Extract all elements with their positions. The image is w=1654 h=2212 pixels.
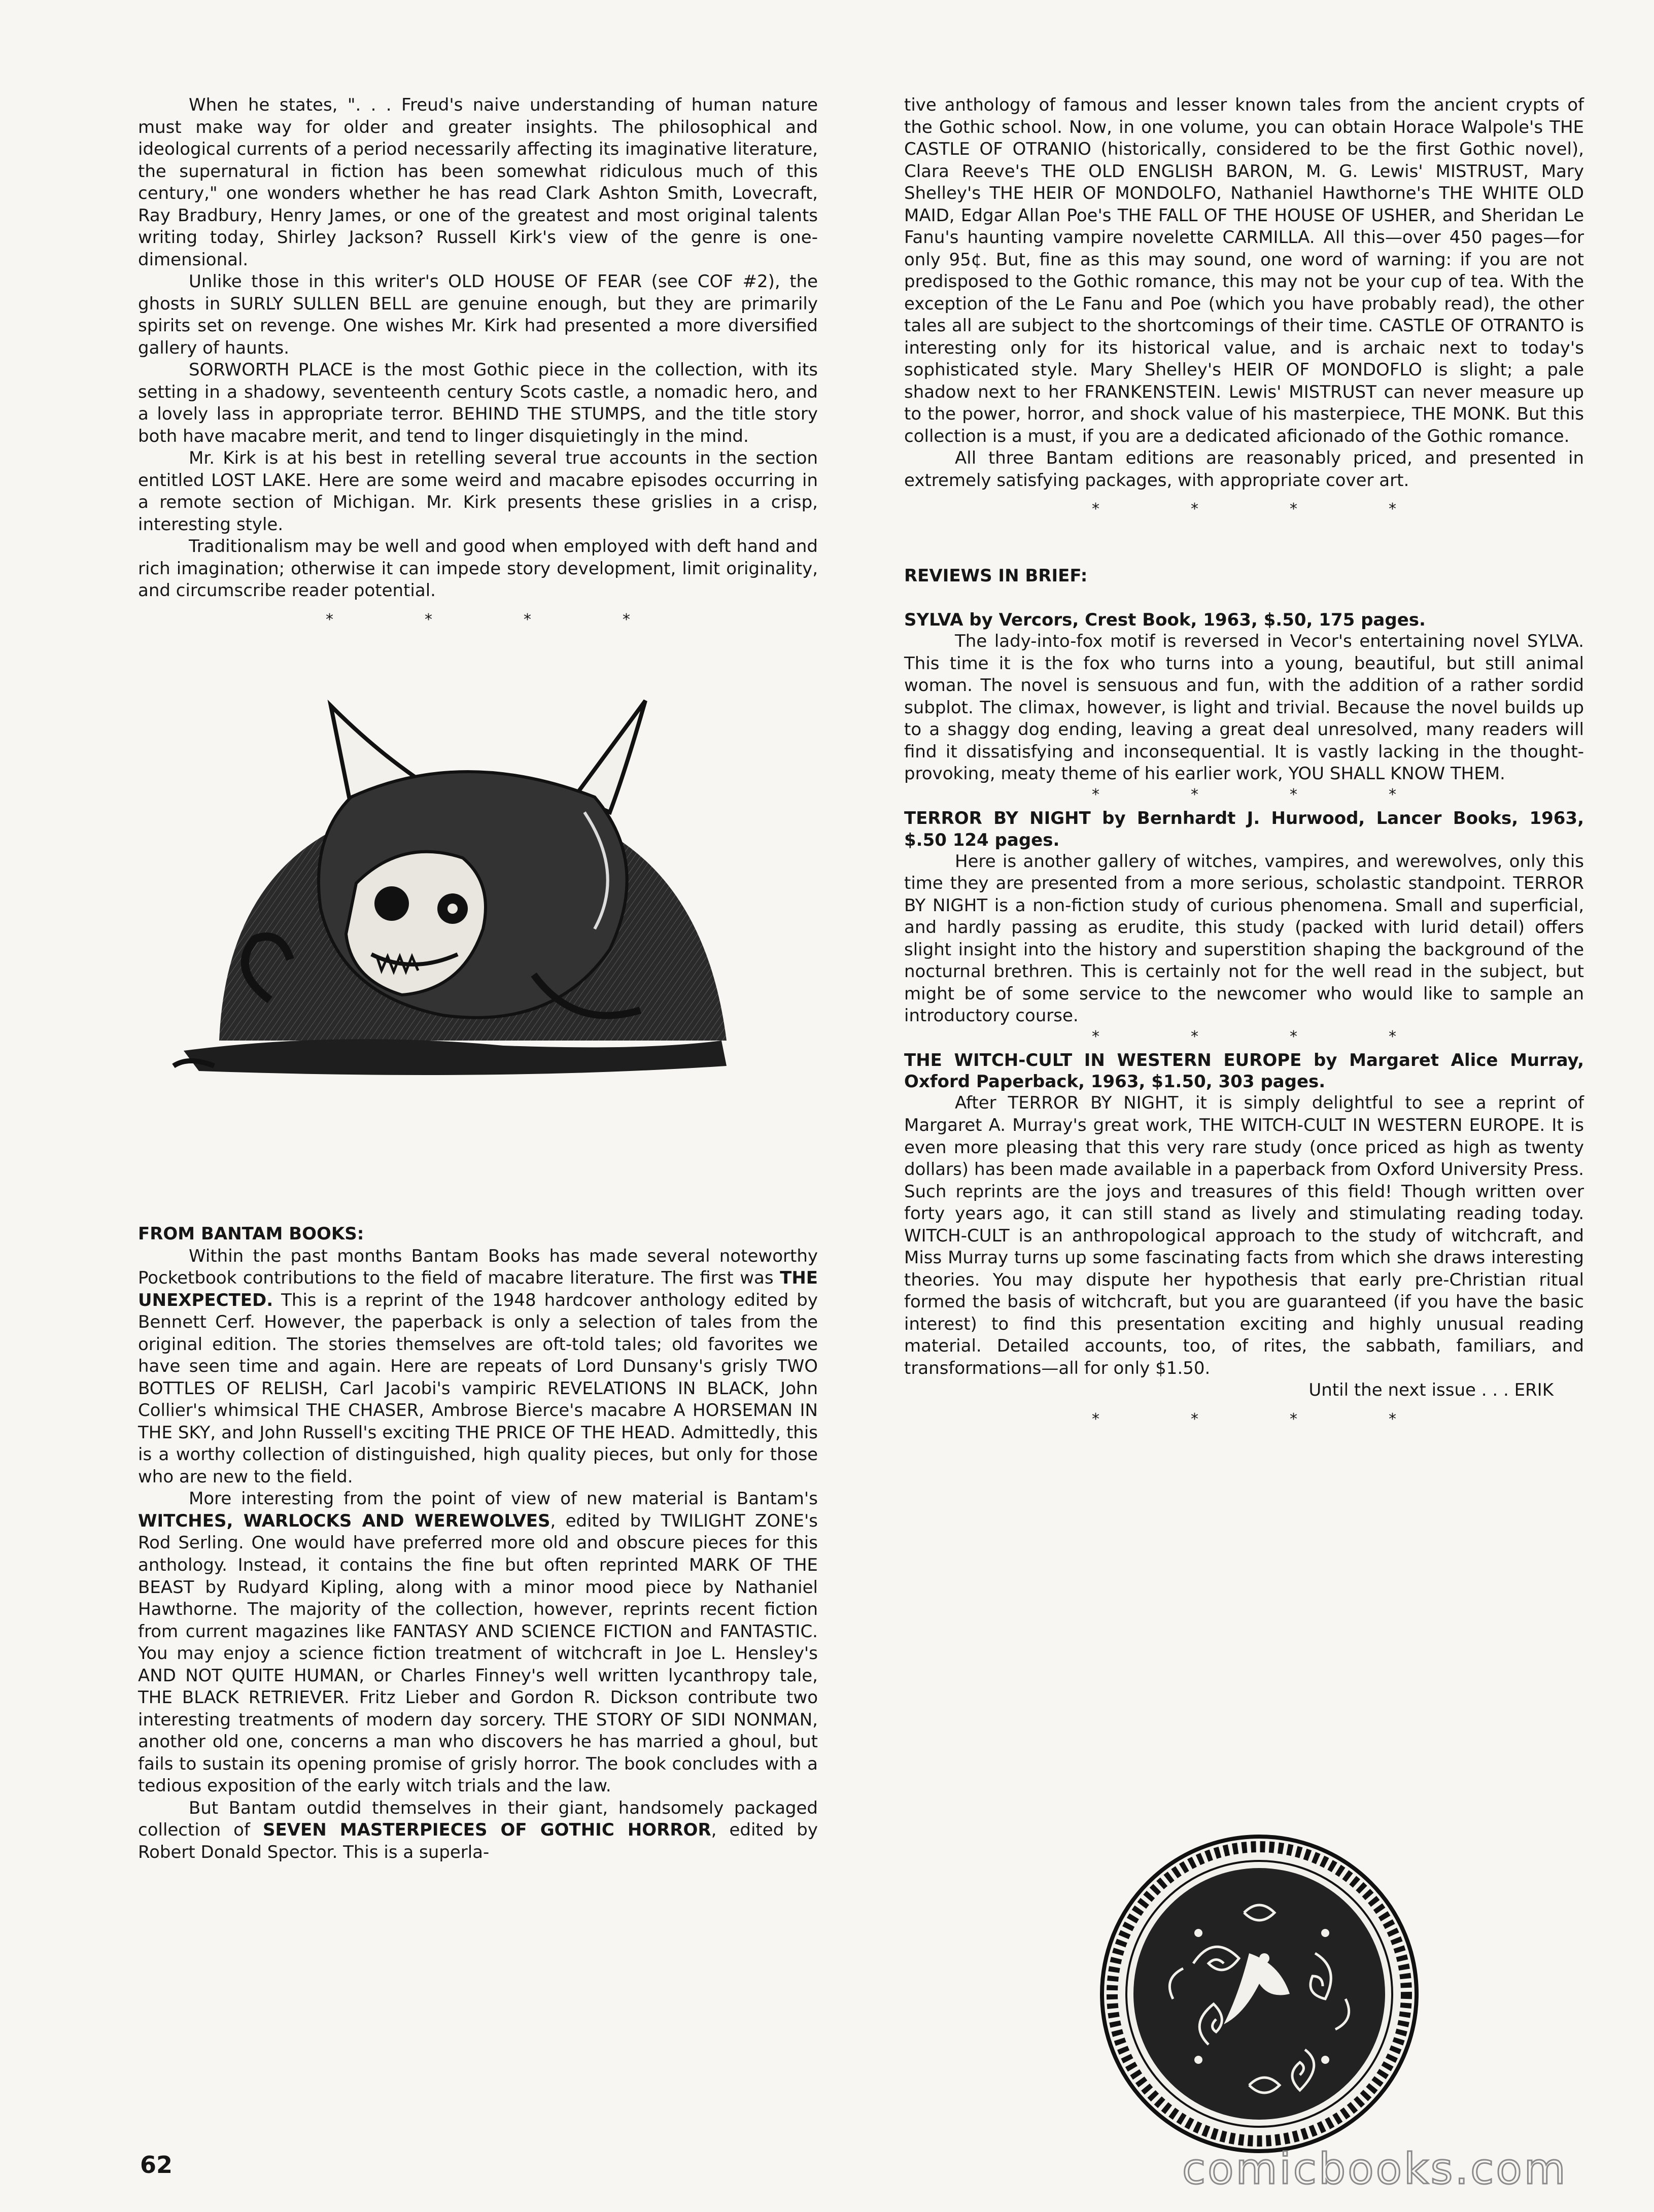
review-body-terror-by-night: Here is another gallery of witches, vampires, and werewolves, only this time they are presented from a more serious, scholastic standpoint. TERROR BY NIGHT is a non-fiction study of curious phenomena. Small and superficial, and hardly passing as erudite, this study (packed with lurid detail) offers slight insight into the history and superstition shaping the background of the nocturnal brethren. This is certainly not for the well read in the subject, but might be of some service to the newcomer who would like to sample an introductory course. [904, 851, 1584, 1026]
review-heading-terror-by-night: TERROR BY NIGHT by Bernhardt J. Hurwood, Lancer Books, 1963, $.50 124 pages. [904, 808, 1584, 850]
section-divider-stars: * * * * [1092, 500, 1396, 519]
gothic-monster-illustration [138, 645, 818, 1132]
section-divider-stars: * * * * [326, 610, 630, 629]
review-divider-stars: * * * * [1092, 785, 1396, 804]
reviews-in-brief-heading: REVIEWS IN BRIEF: [904, 565, 1088, 586]
title-seven-masterpieces: SEVEN MASTERPIECES OF GOTHIC HORROR [262, 1820, 711, 1841]
page-number: 62 [140, 2151, 173, 2179]
title-the-unexpected: THE UNEXPECTED. [138, 1268, 818, 1310]
paragraph-freud: When he states, ". . . Freud's naive understanding of human nature must make way for older and greater insights. The philosophical and ideological currents of a period necessarily affecting its imaginative literature, the supernatural in fiction has been somewhat ridiculous much of this century," one wonders whether he has read Clark Ashton Smith, Lovecraft, Ray Bradbury, Henry James, or one of the greatest and most original talents writing today, Shirley Jackson? Russell Kirk's view of the genre is one-dimensional. [138, 95, 818, 270]
ornament-circle-icon [1097, 1831, 1422, 2156]
review-divider-stars: * * * * [1092, 1027, 1396, 1046]
review-body-sylva: The lady-into-fox motif is reversed in Vecor's entertaining novel SYLVA. This time it is the fox who turns into a young, beautiful, but still animal woman. The novel is sensuous and fun, with the addition of a rather sordid subplot. The climax, however, is light and trivial. Because the novel builds up to a shaggy dog ending, leaving a great deal unresolved, many readers will find it dissatisfying and inconsequential. It is vastly lacking in the thought-provoking, meaty theme of his earlier work, YOU SHALL KNOW THEM. [904, 631, 1584, 784]
paragraph-sorworth-place: SORWORTH PLACE is the most Gothic piece in the collection, with its setting in a shadowy, seventeenth century Scots castle, a nomadic hero, and a lovely lass in appropriate terror. BEHIND THE STUMPS, and the title story both have macabre merit, and tend to linger disquietingly in the mind. [138, 360, 818, 446]
paragraph-surly-sullen-bell: Unlike those in this writer's OLD HOUSE OF FEAR (see COF #2), the ghosts in SURLY SULLEN BELL are genuine enough, but they are primarily spirits set on revenge. One wishes Mr. Kirk had presented a more diversified gallery of haunts. [138, 271, 818, 358]
bantam-books-heading: FROM BANTAM BOOKS: [138, 1224, 364, 1245]
review-heading-sylva: SYLVA by Vercors, Crest Book, 1963, $.50, 175 pages. [904, 610, 1426, 631]
signoff: Until the next issue . . . ERIK [1308, 1380, 1554, 1401]
left-column [138, 94, 818, 1863]
ornamental-emblem [1097, 1831, 1422, 2156]
review-body-witch-cult: After TERROR BY NIGHT, it is simply delightful to see a reprint of Margaret A. Murray's great work, THE WITCH-CULT IN WESTERN EUROPE. It is even more pleasing that this very rare study (once priced as high as twenty dollars) has been made available in a paperback from Oxford University Press. Such reprints are the joys and treasures of this field! Though written over forty years ago, it can still stand as lively and stimulating reading today. WITCH-CULT is an anthropological approach to the study of witchcraft, and Miss Murray turns up some fascinating facts from which she draws interesting theories. You may dispute her hypothesis that early pre-Christian ritual formed the basis of witchcraft, but you are guaranteed (if you have the basic interest) to find this presentation exciting and highly unusual reading material. Detailed accounts, too, of rites, the sabbath, familiars, and transformations—all for only $1.50. [904, 1093, 1584, 1378]
paragraph-the-unexpected: Within the past months Bantam Books has made several noteworthy Pocketbook contributions to the field of macabre literature. The first was THE UNEXPECTED. This is a reprint of the 1948 hardcover anthology edited by Bennett Cerf. However, the paperback is only a selection of tales from the original edition. The stories themselves are oft-told tales; old favorites we have seen time and again. Here are repeats of Lord Dunsany's grisly TWO BOTTLES OF RELISH, Carl Jacobi's vampiric REVELATIONS IN BLACK, John Collier's whimsical THE CHASER, Ambrose Bierce's macabre A HORSEMAN IN THE SKY, and John Russell's exciting THE PRICE OF THE HEAD. Admittedly, this is a worthy collection of distinguished, high quality pieces, but only for those who are new to the field. [138, 1246, 818, 1487]
section-divider-stars: * * * * [1092, 1410, 1396, 1428]
watermark: comicbooks.com [1182, 2144, 1568, 2194]
paragraph-lost-lake: Mr. Kirk is at his best in retelling several true accounts in the section entitled LOST LAKE. Here are some weird and macabre episodes occurring in a remote section of Michigan. Mr. Kirk presents these grislies in a crisp, interesting style. [138, 448, 818, 535]
paragraph-witches-warlocks: More interesting from the point of view of new material is Bantam's WITCHES, WARLOCKS AND WEREWOLVES, edited by TWILIGHT ZONE's Rod Serling. One would have preferred more old and obscure pieces for this anthology. Instead, it contains the fine but often reprinted MARK OF THE BEAST by Rudyard Kipling, along with a minor mood piece by Nathaniel Hawthorne. The majority of the collection, however, reprints recent fiction from current magazines like FANTASY AND SCIENCE FICTION and FANTASTIC. You may enjoy a science fiction treatment of witchcraft in Joe L. Hensley's AND NOT QUITE HUMAN, or Charles Finney's well written lycanthropy tale, THE BLACK RETRIEVER. Fritz Lieber and Gordon R. Dickson contribute two interesting treatments of modern day sorcery. THE STORY OF SIDI NONMAN, another old one, concerns a man who discovers he has married a ghoul, but fails to sustain its opening promise of grisly horror. The book concludes with a tedious exposition of the early witch trials and the law. [138, 1489, 818, 1796]
right-column [904, 94, 1584, 1444]
title-witches-warlocks: WITCHES, WARLOCKS AND WEREWOLVES [138, 1510, 550, 1531]
paragraph-traditionalism: Traditionalism may be well and good when employed with deft hand and rich imagination; otherwise it can impede story development, limit originality, and circumscribe reader potential. [138, 536, 818, 601]
monster-drawing [138, 645, 818, 1132]
paragraph-seven-masterpieces: But Bantam outdid themselves in their giant, handsomely packaged collection of SEVEN MASTERPIECES OF GOTHIC HORROR, edited by Robert Donald Spector. This is a superla- [138, 1798, 818, 1862]
review-heading-witch-cult: THE WITCH-CULT IN WESTERN EUROPE by Margaret Alice Murray, Oxford Paperback, 1963, $1.50, 303 pages. [904, 1050, 1584, 1092]
paragraph-bantam-editions: All three Bantam editions are reasonably priced, and presented in extremely satisfying packages, with appropriate cover art. [904, 448, 1584, 491]
paragraph-gothic-anthology: tive anthology of famous and lesser known tales from the ancient crypts of the Gothic school. Now, in one volume, you can obtain Horace Walpole's THE CASTLE OF OTRANIO (historically, considered to be the first Gothic novel), Clara Reeve's THE OLD ENGLISH BARON, M. G. Lewis' MISTRUST, Mary Shelley's THE HEIR OF MONDOLFO, Nathaniel Hawthorne's THE WHITE OLD MAID, Edgar Allan Poe's THE FALL OF THE HOUSE OF USHER, and Sheridan Le Fanu's haunting vampire novelette CARMILLA. All this—over 450 pages—for only 95¢. But, fine as this may sound, one word of warning: if you are not predisposed to the Gothic romance, this may not be your cup of tea. With the exception of the Le Fanu and Poe (which you have probably read), the other tales all are subject to the shortcomings of their time. CASTLE OF OTRANTO is interesting only for its historical value, and is archaic next to today's sophisticated style. Mary Shelley's HEIR OF MONDOFLO is slight; a pale shadow next to her FRANKENSTEIN. Lewis' MISTRUST can never measure up to the power, horror, and shock value of his masterpiece, THE MONK. But this collection is a must, if you are a dedicated aficionado of the Gothic romance. [904, 95, 1584, 446]
